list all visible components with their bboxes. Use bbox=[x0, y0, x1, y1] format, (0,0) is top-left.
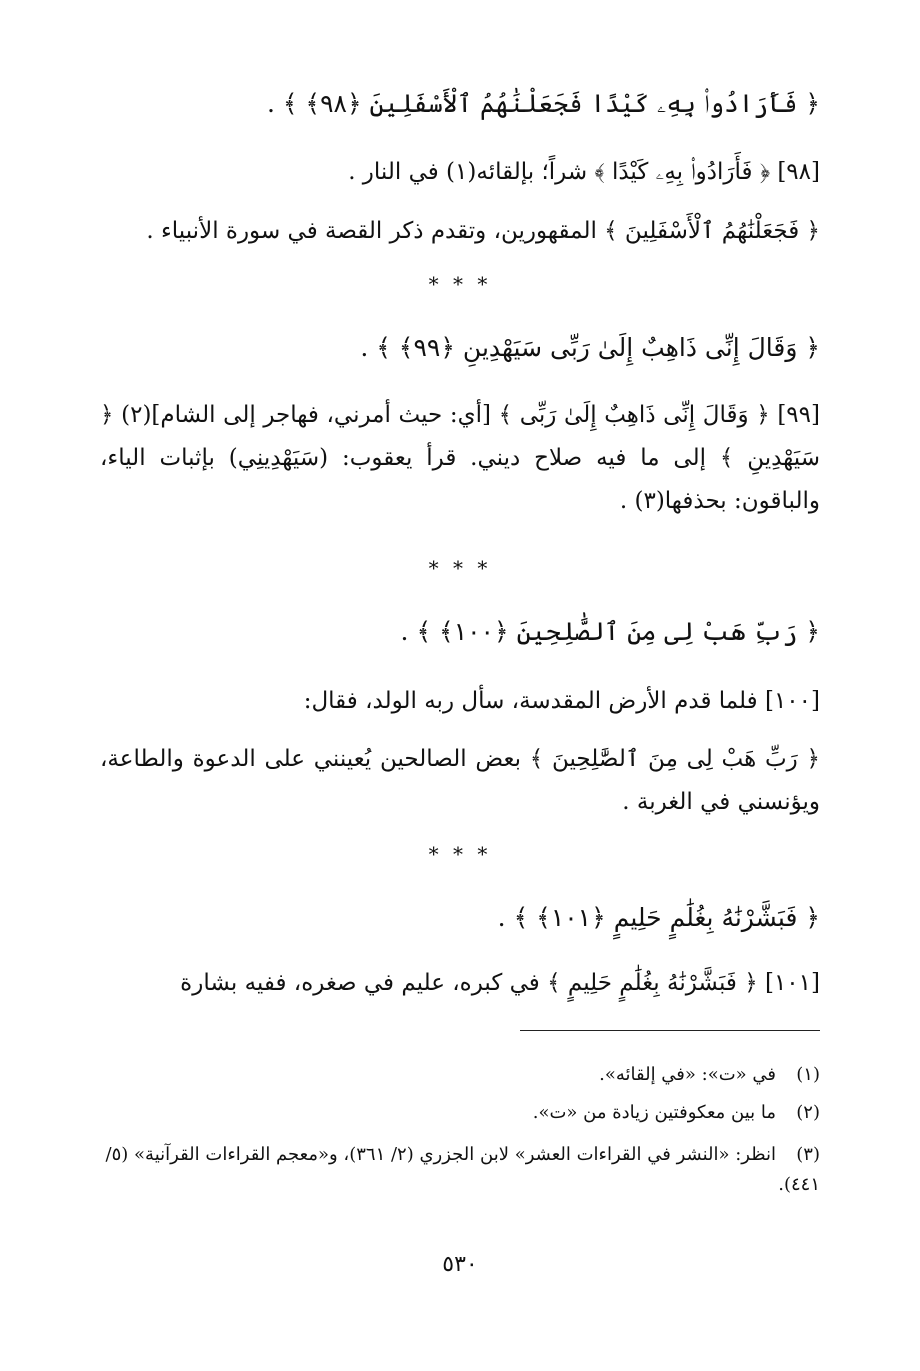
footnote-number: (١) bbox=[796, 1064, 820, 1085]
footnote-number: (٢) bbox=[796, 1102, 820, 1123]
footnote-3 bbox=[100, 1140, 820, 1200]
footnote-text: ما بين معكوفتين زيادة من «ت». bbox=[532, 1102, 776, 1123]
section-separator: * * * bbox=[428, 272, 492, 296]
footnote-text: انظر: «النشر في القراءات العشر» لابن الجزري (٢/ ٣٦١)، و«معجم القراءات القرآنية» (٥/ ٤٤١). bbox=[105, 1144, 820, 1195]
footnote-1 bbox=[100, 1060, 820, 1090]
commentary-100-a: [١٠٠] فلما قدم الأرض المقدسة، سأل ربه الولد، فقال: bbox=[303, 688, 820, 714]
verse-100: ﴿ رَبِّ هَبْ لِى مِنَ ٱلصَّٰلِحِينَ ﴿١٠٠﴾ ﴾ . bbox=[400, 617, 820, 646]
section-separator: * * * bbox=[428, 556, 492, 580]
footnote-2 bbox=[100, 1098, 820, 1128]
footnote-number: (٣) bbox=[796, 1144, 820, 1165]
commentary-101: [١٠١] ﴿ فَبَشَّرْنَٰهُ بِغُلَٰمٍ حَلِيمٍ ﴾ في كبره، عليم في صغره، ففيه بشارة bbox=[180, 970, 820, 996]
section-separator: * * * bbox=[428, 842, 492, 866]
footnote-text: في «ت»: «في إلقائه». bbox=[599, 1064, 776, 1085]
commentary-99: [٩٩] ﴿ وَقَالَ إِنِّى ذَاهِبٌ إِلَىٰ رَبِّى ﴾ [أي: حيث أمرني، فهاجر إلى الشام](٢) ﴿ سَيَهْدِينِ ﴾ إلى ما فيه صلاح ديني. قرأ يعقوب: (سَيَهْدِينِي) بإثبات الياء، والباقون: بحذفها(٣) . bbox=[100, 402, 820, 514]
commentary-100-b: ﴿ رَبِّ هَبْ لِى مِنَ ٱلصَّٰلِحِينَ ﴾ بعض الصالحين يُعينني على الدعوة والطاعة، ويؤنسني في الغربة . bbox=[100, 746, 820, 815]
footnote-divider bbox=[520, 1030, 820, 1031]
commentary-98-a: [٩٨] ﴿ فَأَرَادُوا۟ بِهِۦ كَيْدًا ﴾ شراً؛ بإلقائه(١) في النار . bbox=[348, 159, 820, 185]
verse-98: ﴿ فَأَرَادُوا۟ بِهِۦ كَيْدًا فَجَعَلْنَٰهُمُ ٱلْأَسْفَلِينَ ﴿٩٨﴾ ﴾ . bbox=[266, 89, 820, 118]
verse-101: ﴿ فَبَشَّرْنَٰهُ بِغُلَٰمٍ حَلِيمٍ ﴿١٠١﴾ ﴾ . bbox=[497, 903, 820, 932]
commentary-98-b: ﴿ فَجَعَلْنَٰهُمُ ٱلْأَسْفَلِينَ ﴾ المقهورين، وتقدم ذكر القصة في سورة الأنبياء . bbox=[146, 218, 820, 244]
verse-99: ﴿ وَقَالَ إِنِّى ذَاهِبٌ إِلَىٰ رَبِّى سَيَهْدِينِ ﴿٩٩﴾ ﴾ . bbox=[360, 333, 820, 362]
page-number: ٥٣٠ bbox=[442, 1252, 478, 1277]
